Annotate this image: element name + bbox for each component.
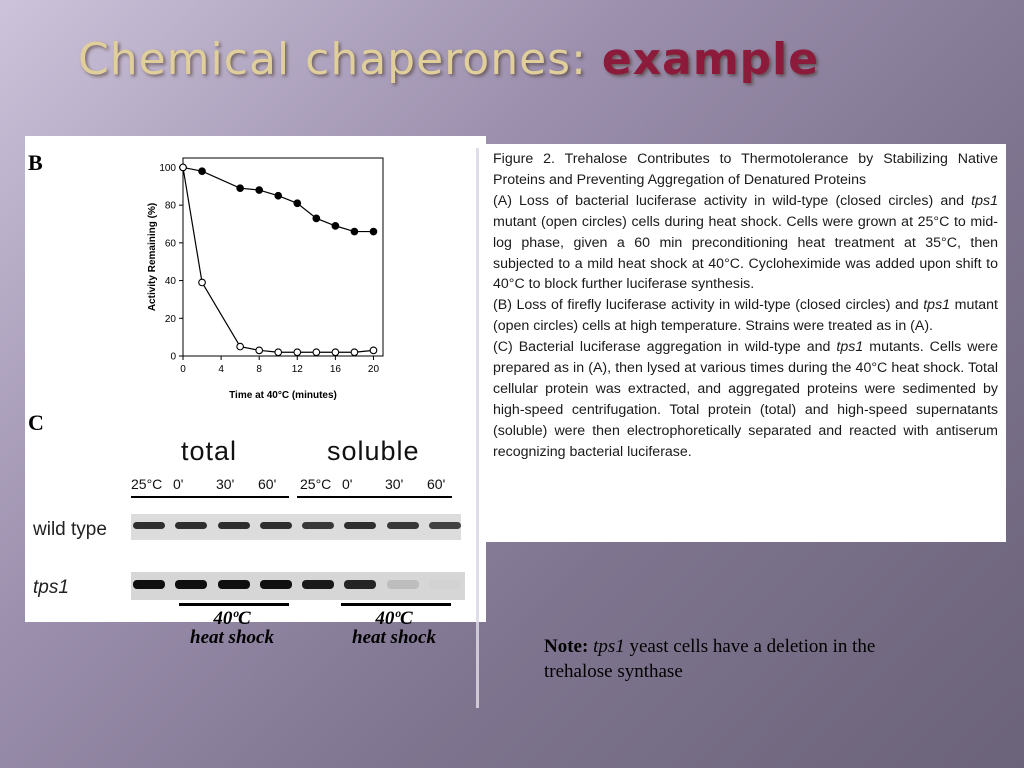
data-point-open <box>313 349 320 356</box>
row-label-wild-type: wild type <box>33 519 107 540</box>
y-tick-label: 20 <box>164 313 176 325</box>
caption-panel-b <box>493 295 998 337</box>
data-point-open <box>275 349 282 356</box>
heat-shock-right-text: heat shock <box>352 627 436 648</box>
slide-title <box>78 34 819 85</box>
gel-header-total: total <box>181 436 238 466</box>
x-tick-label: 12 <box>291 364 303 375</box>
caption-panel-a <box>493 191 998 296</box>
gel-band <box>344 522 376 529</box>
gel-band <box>302 580 334 589</box>
lane-label: 60' <box>427 476 446 492</box>
note-text <box>544 634 944 684</box>
heat-shock-right <box>338 609 450 647</box>
x-tick-label: 8 <box>256 364 262 375</box>
data-point-closed <box>237 185 244 192</box>
vertical-divider <box>476 148 479 708</box>
caption-a-text-1: (A) Loss of bacterial luciferase activity in wild-type (closed circles) and <box>493 192 972 209</box>
lane-label: 0' <box>173 476 184 492</box>
x-axis-label: Time at 40°C (minutes) <box>229 390 337 401</box>
y-tick-label: 60 <box>164 238 176 250</box>
slide-title-main: Chemical chaperones: <box>78 34 602 85</box>
row-label-tps1: tps1 <box>33 577 69 598</box>
gel-header-soluble: soluble <box>327 436 420 466</box>
gel-strip-tps1 <box>131 572 465 600</box>
gel-band <box>387 522 419 529</box>
gel-band <box>133 522 165 529</box>
x-tick-label: 20 <box>367 364 380 375</box>
data-point-closed <box>294 200 301 207</box>
caption-c-gene: tps1 <box>836 339 864 356</box>
data-point-open <box>294 349 301 356</box>
gel-band <box>429 522 461 529</box>
lane-label: 30' <box>216 476 235 492</box>
lane-label: 0' <box>342 476 353 492</box>
data-point-closed <box>199 168 206 175</box>
data-point-open <box>237 343 244 350</box>
note-gene: tps1 <box>593 636 625 657</box>
caption-b-text-2: mutant (open circles) cells at high temperature. Strains were treated as in (A). <box>493 297 998 335</box>
caption-c-text-1: (C) Bacterial luciferase aggregation in wild-type and <box>493 339 837 356</box>
note-label: Note: <box>544 636 589 657</box>
gel-band <box>260 522 292 529</box>
activity-chart <box>145 150 475 425</box>
data-point-closed <box>275 192 282 199</box>
lane-label: 25°C <box>131 476 163 492</box>
data-point-open <box>332 349 339 356</box>
figure-caption <box>486 144 1006 542</box>
panel-c-label: C <box>28 410 44 435</box>
data-point-open <box>180 164 187 171</box>
y-tick-label: 100 <box>159 162 176 174</box>
gel-band <box>302 522 334 529</box>
heat-shock-left-temp: 40ºC <box>213 608 251 629</box>
data-point-open <box>370 347 377 354</box>
lane-label: 30' <box>385 476 404 492</box>
y-tick-label: 0 <box>170 351 176 363</box>
caption-b-text-1: (B) Loss of firefly luciferase activity in wild-type (closed circles) and <box>493 297 924 314</box>
caption-a-text-2: mutant (open circles) cells during heat shock. Cells were grown at 25°C to mid-log phase, given a 60 min preconditioning heat treatment at 35°C, then subjected to a mild heat shock at 40°C. Cycloheximide was added upon shift to 40°C to block further luciferase synthesis. <box>493 213 998 293</box>
data-point-closed <box>313 215 320 222</box>
data-point-open <box>351 349 358 356</box>
note-body: yeast cells have a deletion in the trehalose synthase <box>544 636 876 682</box>
lane-label: 60' <box>258 476 277 492</box>
slide-title-accent: example <box>601 34 820 85</box>
caption-a-gene: tps1 <box>971 192 998 209</box>
gel-band <box>429 580 461 589</box>
gel-band <box>260 580 292 589</box>
caption-panel-c <box>493 337 998 462</box>
plot-frame <box>183 158 383 356</box>
y-tick-label: 80 <box>164 200 176 212</box>
heat-shock-right-temp: 40ºC <box>375 608 413 629</box>
data-point-open <box>199 279 206 286</box>
x-tick-label: 4 <box>218 364 224 375</box>
figure-panel <box>25 136 486 622</box>
heat-shock-bar-left <box>179 603 289 606</box>
gel-strip-wild-type <box>131 514 461 540</box>
soluble-underline <box>297 496 452 498</box>
x-tick-label: 0 <box>180 364 186 375</box>
heat-shock-left <box>176 609 288 647</box>
gel-band <box>133 580 165 589</box>
gel-band <box>344 580 376 589</box>
gel-band <box>218 522 250 529</box>
data-point-open <box>256 347 263 354</box>
data-point-closed <box>256 187 263 194</box>
heat-shock-left-text: heat shock <box>190 627 274 648</box>
gel-band <box>387 580 419 589</box>
data-point-closed <box>370 228 377 235</box>
gel-band <box>175 522 207 529</box>
data-point-closed <box>332 223 339 230</box>
y-tick-label: 40 <box>164 276 176 288</box>
lane-label: 25°C <box>300 476 332 492</box>
y-axis-label: Activity Remaining (%) <box>147 202 158 312</box>
caption-c-text-2: mutants. Cells were prepared as in (A), then lysed at various times during the 40°C heat shock. Total cellular protein was extracted, and aggregated proteins were sedimented by high-speed centrifugation. Total protein (total) and high-speed supernatants (soluble) were then electrophoretically separated and reacted with antiserum recognizing bacterial luciferase. <box>493 339 998 460</box>
gel-band <box>218 580 250 589</box>
total-underline <box>131 496 289 498</box>
x-tick-label: 16 <box>329 364 341 375</box>
gel-band <box>175 580 207 589</box>
caption-b-gene: tps1 <box>923 297 951 314</box>
data-point-closed <box>351 228 358 235</box>
heat-shock-bar-right <box>341 603 451 606</box>
caption-title: Figure 2. Trehalose Contributes to Thermotolerance by Stabilizing Native Proteins and Preventing Aggregation of Denatured Proteins <box>493 151 998 188</box>
panel-b-label: B <box>28 150 43 175</box>
